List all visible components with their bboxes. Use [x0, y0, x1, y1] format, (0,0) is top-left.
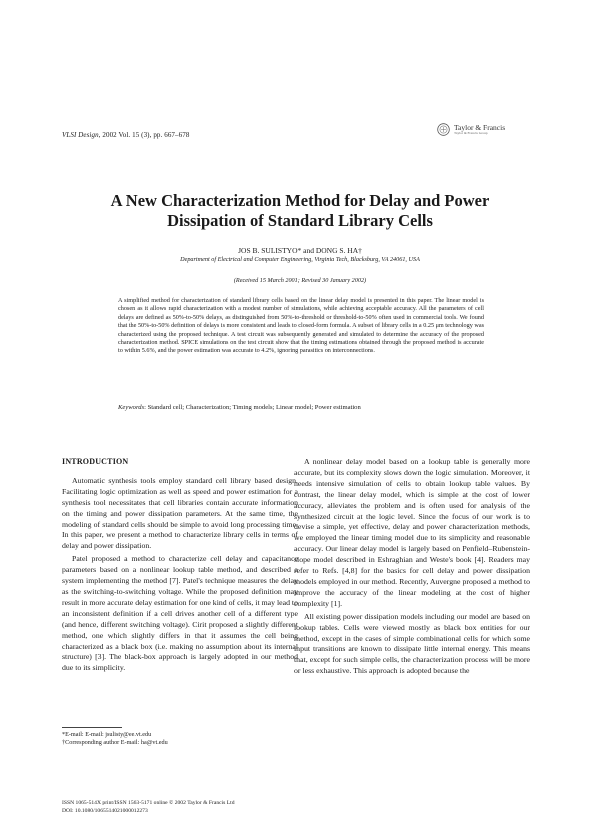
publisher-emblem-icon — [437, 123, 450, 136]
received-revised-dates: (Received 15 March 2001; Revised 30 January 2002) — [233, 277, 367, 284]
authors: JOS B. SULISTYO* and DONG S. HA† — [238, 246, 362, 255]
publisher-logo-text — [454, 124, 505, 136]
body-paragraph: All existing power dissipation models including our model are based on lookup tables. Cells were viewed mostly as black box entities for our method, except in the cases of simple combinational cells for which some input transitions are known to dissipate little internal energy. This means that, except for such simple cells, the characterization process will be more or less exhaustive. This approach is adopted because the — [294, 611, 530, 676]
footnotes — [62, 731, 168, 747]
paper-title-line-2: Dissipation of Standard Library Cells — [167, 211, 433, 230]
publisher-tagline: Taylor & Francis Group — [454, 131, 488, 135]
body-paragraph: Automatic synthesis tools employ standard cell library based design. Facilitating logic optimization as well as speed and power estimation for a synthesis tool necessitates that cell libraries contain accurate information on the timing and power dissipation parameters. At the same time, the modeling of standard cells should be simple to avoid long processing time. In this paper, we present a method to characterize library cells in terms of delay and power dissipation. — [62, 475, 298, 551]
footnote-corresponding-author: †Corresponding author E-mail: ha@vt.edu — [62, 739, 168, 746]
body-paragraph: Patel proposed a method to characterize cell delay and capacitance parameters based on a nonlinear lookup table method, and described a system implementing the method [7]. Patel's technique measures the delay as the switching-to-switching voltage. While the proposed definition may result in more accurate delay estimation for one kind of cells, it may lead to an inconsistent definition if a cell drives another cell of a different type (and hence, different switching voltage). Cirit proposed a slightly different method, one which slightly differs in that it assumes the cell being characterized as a black box (i.e. making no assumption about its internal structure) [3]. The black-box approach is largely adopted in our method due to its simplicity. — [62, 554, 298, 673]
journal-citation — [62, 131, 189, 139]
footnote-divider — [62, 727, 122, 728]
paper-title — [40, 191, 560, 231]
journal-volume-pages: 2002 Vol. 15 (3), pp. 667–678 — [100, 131, 190, 139]
left-column — [62, 457, 298, 674]
right-column — [294, 457, 530, 677]
publisher-name: Taylor & Francis — [454, 122, 506, 132]
keywords-label: Keywords — [118, 404, 145, 411]
footnote-email-1: *E-mail: E-mail: jsulisty@ee.vt.edu — [62, 731, 152, 738]
publisher-logo — [437, 123, 505, 136]
affiliation: Department of Electrical and Computer Engineering, Virginia Tech, Blacksburg, VA 24061, USA — [180, 256, 420, 263]
keywords — [118, 404, 484, 411]
keywords-list: : Standard cell; Characterization; Timing models; Linear model; Power estimation — [144, 404, 361, 411]
body-paragraph: A nonlinear delay model based on a lookup table is generally more accurate, but its complexity slows down the logic simulation. Moreover, it needs intensive simulation of cells to obtain lookup table values. By contrast, the linear delay model, which is simple at the cost of lower accuracy, alleviates the problem and is often used for analysis of the synthesized circuit at the logic level. Since the focus of our work is to devise a simple, yet effective, delay and power characterization methods, we employed the linear timing model due to its simplicity and reasonable accuracy. Our linear delay model is largely based on Penfield–Rubenstein-slope model described in Eshraghian and Weste's book [4]. Readers may refer to Refs. [4,8] for the basics for cell delay and power dissipation models employed in our method. Recently, Auvergne proposed a method to improve the accuracy of the linear modeling at the cost of higher complexity [1]. — [294, 457, 530, 608]
doi: DOI: 10.1080/1065514021000012273 — [62, 807, 148, 814]
issn-copyright: ISSN 1065-514X print/ISSN 1563-5171 online © 2002 Taylor & Francis Ltd — [62, 800, 235, 806]
paper-title-line-1: A New Characterization Method for Delay and Power — [110, 191, 490, 210]
abstract: A simplified method for characterization of standard library cells based on the linear delay model is presented in this paper. The linear model is chosen as it allows rapid characterization with a modest number of simulations, while achieving acceptable accuracy. All the parameters of cell delays are defined as 50%-to-50% delays, as distinguished from 50%-to-threshold or threshold-to-50% often used in commercial tools. We found that the 50%-to-50% definition of delays is more consistent and leads to closed-form formula. A subset of library cells in a 0.25 μm technology was characterized using the proposed technique. A test circuit was subsequently generated and simulated to determine the accuracy of the proposed characterization method. SPICE simulations on the test circuit show that the timing estimations obtained through the proposed method is accurate to within 5.6%, and the power estimation was accurate to 4.2%, ignoring parasitics on interconnections. — [118, 297, 484, 355]
section-heading-introduction: INTRODUCTION — [62, 457, 129, 466]
journal-name: VLSI Design, — [62, 131, 101, 139]
copyright-block — [62, 800, 235, 815]
